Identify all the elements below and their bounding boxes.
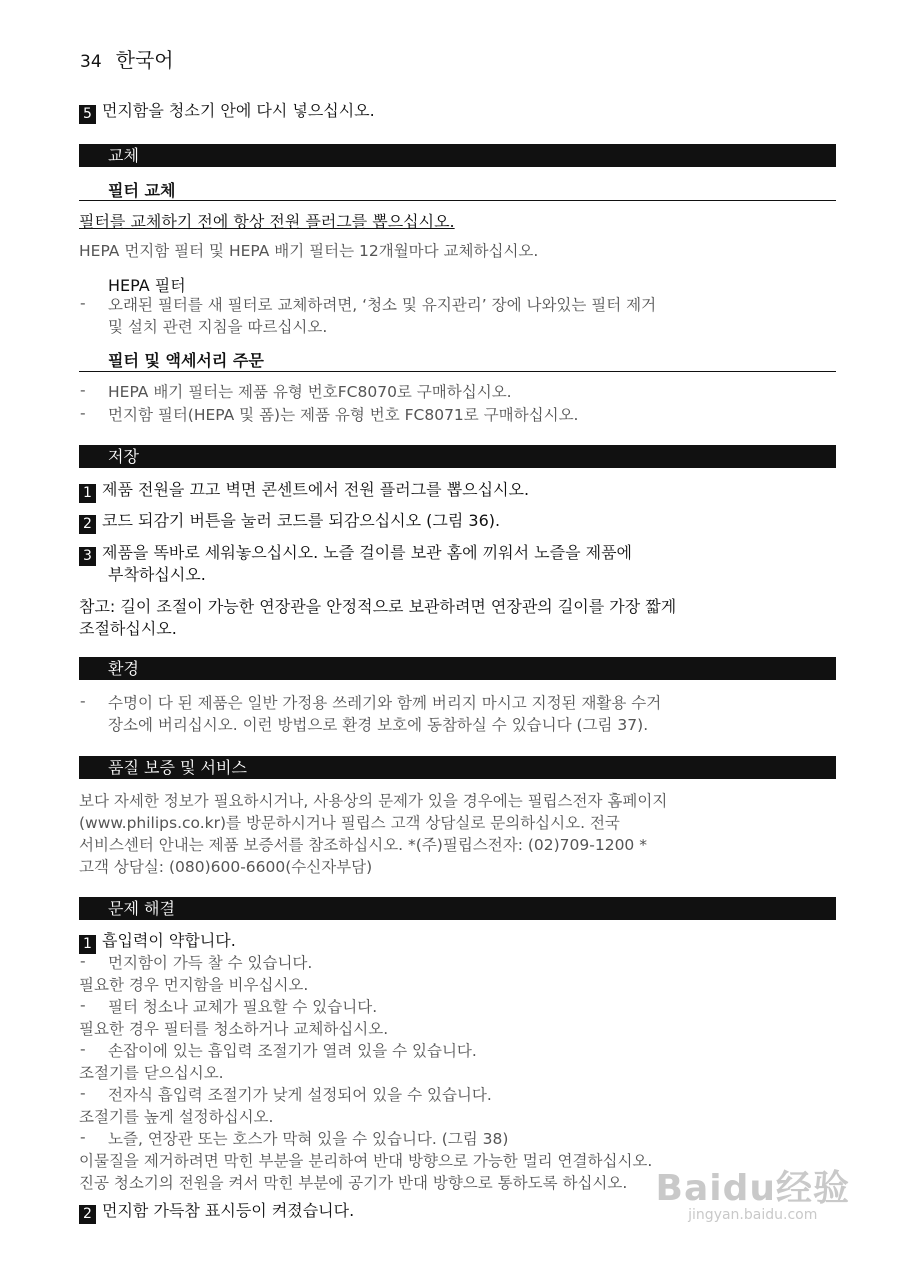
dash-bullet: - xyxy=(80,294,86,312)
environment-line-2: 장소에 버리십시오. 이런 방법으로 환경 보호에 동참하실 수 있습니다 (그림 37). xyxy=(108,716,649,734)
divider xyxy=(79,371,836,372)
step-number-badge: 1 xyxy=(79,935,96,954)
storage-step-3 xyxy=(79,542,632,566)
dash-bullet: - xyxy=(80,996,86,1014)
cause-line: 손잡이에 있는 흡입력 조절기가 열려 있을 수 있습니다. xyxy=(108,1042,477,1060)
section-bar-warranty xyxy=(79,756,836,779)
section-title: 환경 xyxy=(108,659,139,678)
section-title: 교체 xyxy=(108,146,139,165)
section-bar-environment xyxy=(79,657,836,680)
order-line-1: HEPA 배기 필터는 제품 유형 번호FC8070로 구매하십시오. xyxy=(108,383,512,401)
dash-bullet: - xyxy=(80,1040,86,1058)
storage-step-3-cont: 부착하십시오. xyxy=(108,565,206,584)
step-text: 먼지함을 청소기 안에 다시 넣으십시오. xyxy=(102,101,375,120)
cause-line: 필터 청소나 교체가 필요할 수 있습니다. xyxy=(108,998,378,1016)
cause-line: 노즐, 연장관 또는 호스가 막혀 있을 수 있습니다. (그림 38) xyxy=(108,1130,509,1148)
step-number-badge: 2 xyxy=(79,1205,96,1224)
solution-line: 이물질을 제거하려면 막힌 부분을 분리하여 반대 방향으로 가능한 멀리 연결하십시오. xyxy=(79,1152,653,1170)
problem-2 xyxy=(79,1200,354,1224)
note-line-2: 조절하십시오. xyxy=(79,619,177,638)
page-number: 34 xyxy=(80,52,102,72)
hepa-line-2: 및 설치 관련 지침을 따르십시오. xyxy=(108,318,328,336)
watermark-logo: Baidu经验 xyxy=(655,1168,850,1209)
warranty-line-3: 서비스센터 안내는 제품 보증서를 참조하십시오. *(주)필립스전자: (02)709-1200 * xyxy=(79,836,647,854)
step-number-badge: 1 xyxy=(79,484,96,503)
subheading-filter-replace: 필터 교체 xyxy=(108,181,176,200)
step-number-badge: 5 xyxy=(79,105,96,124)
dash-bullet: - xyxy=(80,1128,86,1146)
solution-line: 필요한 경우 먼지함을 비우십시오. xyxy=(79,976,309,994)
problem-1 xyxy=(79,930,236,954)
warning-text: 필터를 교체하기 전에 항상 전원 플러그를 뽑으십시오. xyxy=(79,212,455,231)
watermark xyxy=(656,1160,850,1223)
watermark-url: jingyan.baidu.com xyxy=(688,1207,818,1223)
storage-step-1 xyxy=(79,479,529,503)
warranty-line-1: 보다 자세한 정보가 필요하시거나, 사용상의 문제가 있을 경우에는 필립스전자 홈페이지 xyxy=(79,792,668,810)
solution-line: 조절기를 닫으십시오. xyxy=(79,1064,224,1082)
section-title: 저장 xyxy=(108,447,139,466)
hepa-line-1: 오래된 필터를 새 필터로 교체하려면, ‘청소 및 유지관리’ 장에 나와있는 필터 제거 xyxy=(108,296,657,314)
intro-step xyxy=(79,100,375,124)
problem-text: 흡입력이 약합니다. xyxy=(102,931,236,950)
section-bar-storage xyxy=(79,445,836,468)
subheading-hepa: HEPA 필터 xyxy=(108,276,186,295)
step-number-badge: 2 xyxy=(79,515,96,534)
section-bar-replace xyxy=(79,144,836,167)
page-header xyxy=(80,44,174,73)
section-title: 문제 해결 xyxy=(108,899,175,918)
replace-interval-text: HEPA 먼지함 필터 및 HEPA 배기 필터는 12개월마다 교체하십시오. xyxy=(79,242,539,260)
dash-bullet: - xyxy=(80,952,86,970)
dash-bullet: - xyxy=(80,692,86,710)
warranty-line-2: (www.philips.co.kr)를 방문하시거나 필립스 고객 상담실로 문의하십시오. 전국 xyxy=(79,814,620,832)
step-text: 제품 전원을 끄고 벽면 콘센트에서 전원 플러그를 뽑으십시오. xyxy=(102,480,530,499)
step-text: 코드 되감기 버튼을 눌러 코드를 되감으십시오 (그림 36). xyxy=(102,511,501,530)
solution-line: 진공 청소기의 전원을 켜서 막힌 부분에 공기가 반대 방향으로 통하도록 하십시오. xyxy=(79,1174,628,1192)
dash-bullet: - xyxy=(80,404,86,422)
language-label: 한국어 xyxy=(115,48,174,72)
dash-bullet: - xyxy=(80,1084,86,1102)
solution-line: 조절기를 높게 설정하십시오. xyxy=(79,1108,274,1126)
cause-line: 전자식 흡입력 조절기가 낮게 설정되어 있을 수 있습니다. xyxy=(108,1086,492,1104)
environment-line-1: 수명이 다 된 제품은 일반 가정용 쓰레기와 함께 버리지 마시고 지정된 재활용 수거 xyxy=(108,694,662,712)
dash-bullet: - xyxy=(80,381,86,399)
problem-text: 먼지함 가득참 표시등이 켜졌습니다. xyxy=(102,1201,355,1220)
warranty-line-4: 고객 상담실: (080)600-6600(수신자부담) xyxy=(79,858,373,876)
order-line-2: 먼지함 필터(HEPA 및 폼)는 제품 유형 번호 FC8071로 구매하십시오. xyxy=(108,406,579,424)
divider xyxy=(79,200,836,201)
note-line-1: 참고: 길이 조절이 가능한 연장관을 안정적으로 보관하려면 연장관의 길이를 가장 짧게 xyxy=(79,597,677,616)
section-bar-troubleshooting xyxy=(79,897,836,920)
step-text: 제품을 똑바로 세워놓으십시오. 노즐 걸이를 보관 홈에 끼워서 노즐을 제품에 xyxy=(102,543,632,562)
section-title: 품질 보증 및 서비스 xyxy=(108,758,247,777)
subheading-order: 필터 및 액세서리 주문 xyxy=(108,351,264,370)
step-number-badge: 3 xyxy=(79,547,96,566)
solution-line: 필요한 경우 필터를 청소하거나 교체하십시오. xyxy=(79,1020,389,1038)
storage-step-2 xyxy=(79,510,500,534)
cause-line: 먼지함이 가득 찰 수 있습니다. xyxy=(108,954,313,972)
